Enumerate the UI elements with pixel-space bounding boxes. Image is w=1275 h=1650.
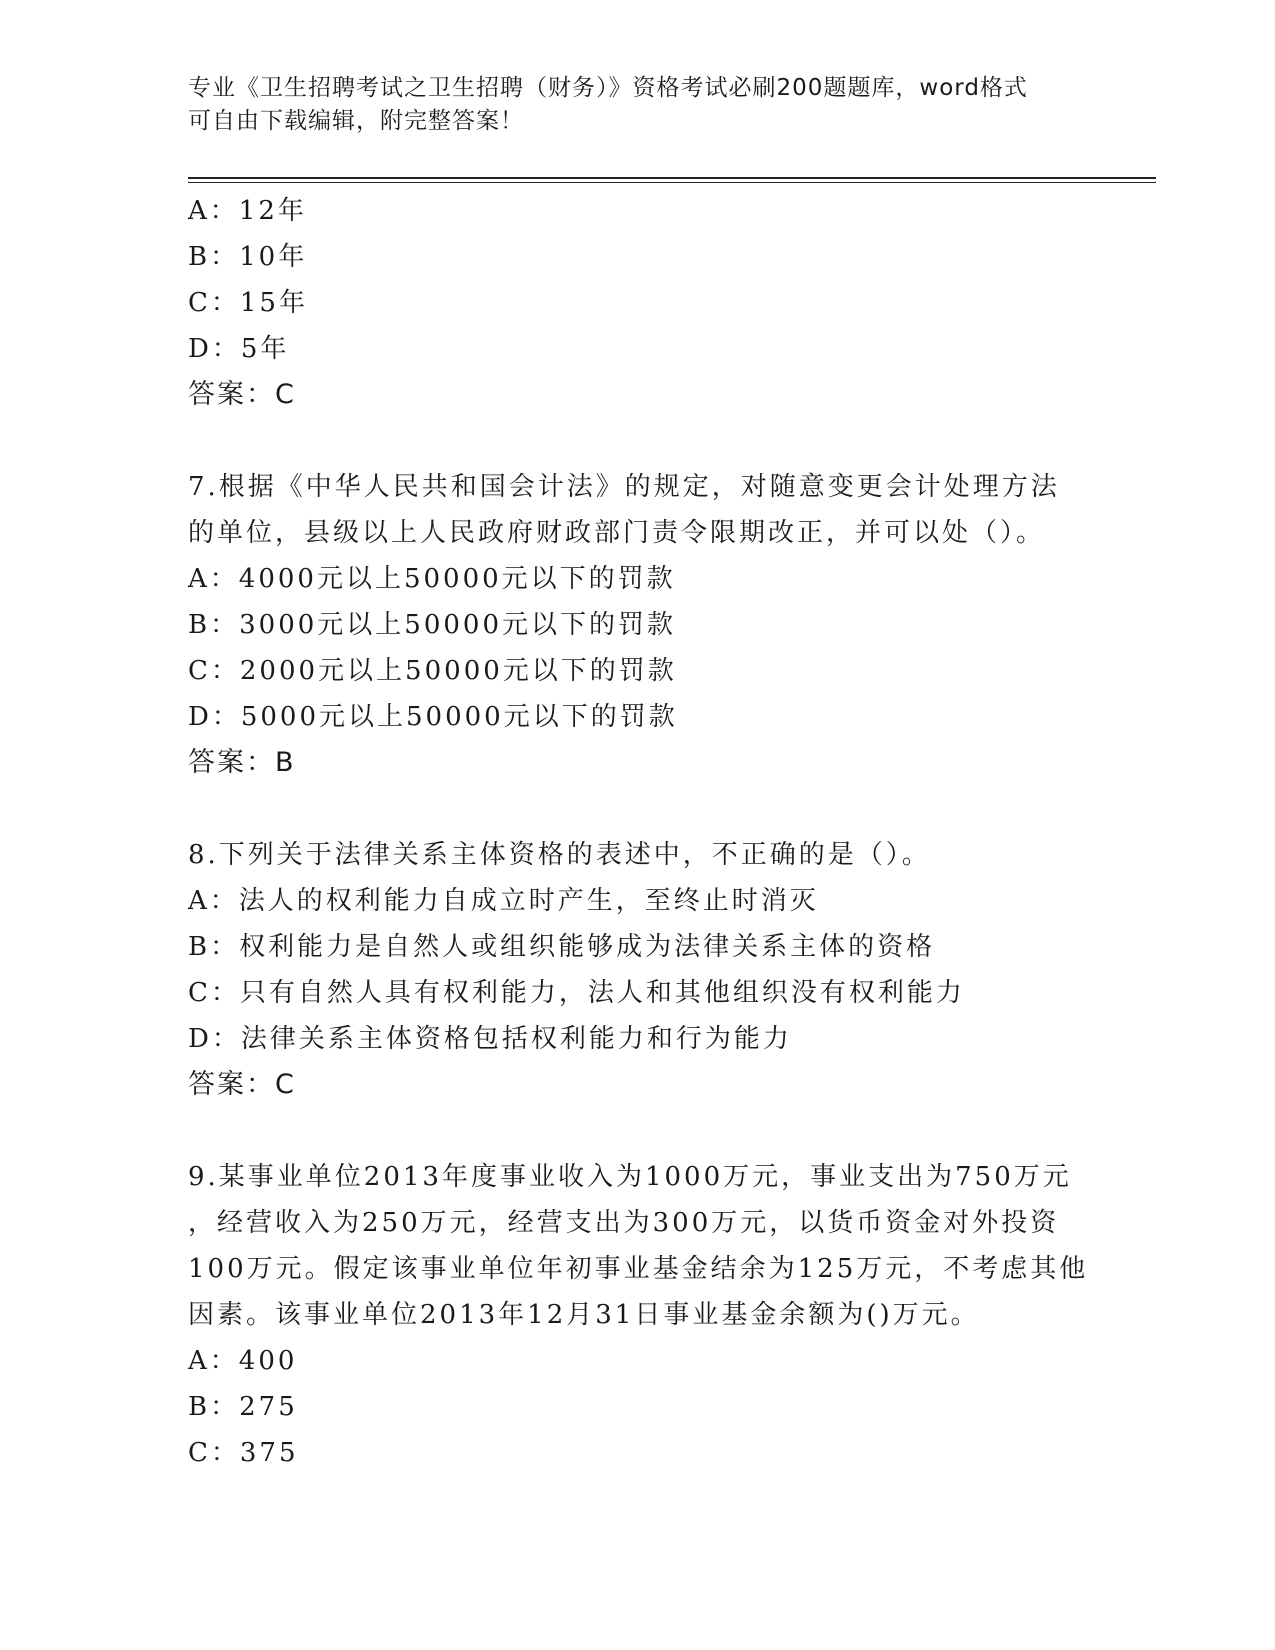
option-b: B：权利能力是自然人或组织能够成为法律关系主体的资格 <box>188 932 936 962</box>
question-stem: 因素。该事业单位2013年12月31日事业基金余额为()万元。 <box>188 1300 980 1330</box>
option-c: C：只有自然人具有权利能力，法人和其他组织没有权利能力 <box>188 978 965 1008</box>
question-stem: 8.下列关于法律关系主体资格的表述中，不正确的是（）。 <box>188 840 931 870</box>
option-d: D：5000元以上50000元以下的罚款 <box>188 702 678 732</box>
header-divider-thick <box>188 177 1156 179</box>
question-9 <box>188 1154 1088 1476</box>
question-stem: 9.某事业单位2013年度事业收入为1000万元，事业支出为750万元 <box>188 1162 1072 1192</box>
question-list <box>188 188 1088 1476</box>
answer: 答案：C <box>188 379 296 410</box>
question-stem: 100万元。假定该事业单位年初事业基金结余为125万元，不考虑其他 <box>188 1254 1089 1284</box>
document-header <box>188 72 1068 138</box>
option-b: B：275 <box>188 1392 298 1422</box>
spacer <box>188 786 1088 832</box>
header-line-2: 可自由下载编辑，附完整答案！ <box>188 108 524 134</box>
answer: 答案：B <box>188 747 296 778</box>
option-b: B：3000元以上50000元以下的罚款 <box>188 610 676 640</box>
spacer <box>188 418 1088 464</box>
question-stem: 7.根据《中华人民共和国会计法》的规定，对随意变更会计处理方法 <box>188 472 1060 502</box>
option-a: A：法人的权利能力自成立时产生，至终止时消灭 <box>188 886 819 916</box>
option-d: D：法律关系主体资格包括权利能力和行为能力 <box>188 1024 792 1054</box>
header-line-1: 专业《卫生招聘考试之卫生招聘（财务）》资格考试必刷200题题库，word格式 <box>188 75 1028 101</box>
question-6 <box>188 188 1088 418</box>
question-stem: 的单位，县级以上人民政府财政部门责令限期改正，并可以处（）。 <box>188 518 1046 548</box>
answer: 答案：C <box>188 1069 296 1100</box>
option-a: A：12年 <box>188 196 307 226</box>
header-divider-thin <box>188 182 1156 183</box>
option-d: D：5年 <box>188 334 290 364</box>
question-8 <box>188 832 1088 1108</box>
option-c: C：375 <box>188 1438 299 1468</box>
option-a: A：400 <box>188 1346 298 1376</box>
spacer <box>188 1108 1088 1154</box>
question-7 <box>188 464 1088 786</box>
question-stem: ，经营收入为250万元，经营支出为300万元，以货币资金对外投资 <box>188 1208 1060 1238</box>
option-c: C：2000元以上50000元以下的罚款 <box>188 656 677 686</box>
option-a: A：4000元以上50000元以下的罚款 <box>188 564 676 594</box>
option-c: C：15年 <box>188 288 308 318</box>
option-b: B：10年 <box>188 242 308 272</box>
